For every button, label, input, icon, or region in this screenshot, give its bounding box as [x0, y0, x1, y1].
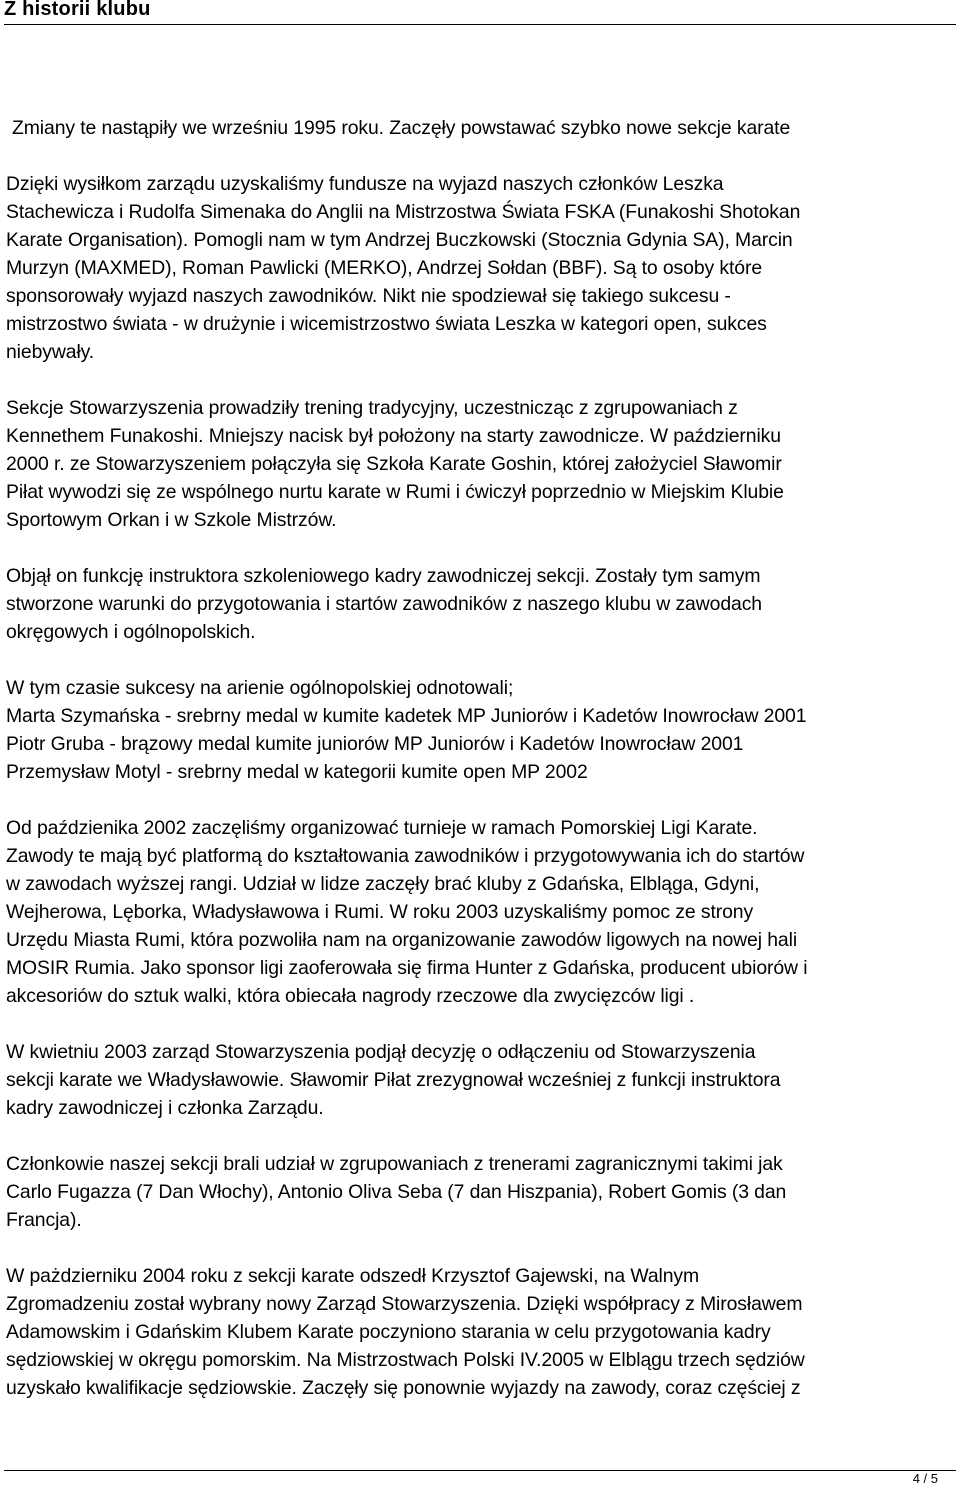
paragraph-3: Sekcje Stowarzyszenia prowadziły trening tradycyjny, uczestnicząc z zgrupowaniach z Kennethem Funakoshi. Mniejszy nacisk był położony na starty zawodnicze. W październiku 2000 r. ze Stowarzyszeniem połączyła się Szkoła Karate Goshin, której założyciel Sławomir Piłat wywodzi się ze wspólnego nurtu karate w Rumi i ćwiczył poprzednio w Miejskim Klubie Sportowym Orkan i w Szkole Mistrzów. — [6, 397, 784, 531]
document-title: Z historii klubu — [4, 0, 151, 20]
footer-divider — [4, 1470, 956, 1471]
paragraph-9: W pażdzierniku 2004 roku z sekcji karate odszedł Krzysztof Gajewski, na Walnym Zgromadzeniu został wybrany nowy Zarząd Stowarzyszenia. Dzięki współpracy z Mirosławem Adamowskim i Gdańskim Klubem Karate poczyniono starania w celu przygotowania kadry sędziowskiej w okręgu pomorskim. Na Mistrzostwach Polski IV.2005 w Elblągu trzech sędziów uzyskało kwalifikacje sędziowskie. Zaczęły się ponownie wyjazdy na zawody, coraz częściej z — [6, 1265, 805, 1399]
article-body — [6, 114, 956, 1430]
paragraph-6: Od paździenika 2002 zaczęliśmy organizować turnieje w ramach Pomorskiej Ligi Karate. Zawody te mają być platformą do kształtowania zawodników i przygotowywania ich do startów w zawodach wyższej rangi. Udział w lidze zaczęły brać kluby z Gdańska, Elbląga, Gdyni, Wejherowa, Lęborka, Władysławowa i Rumi. W roku 2003 uzyskaliśmy pomoc ze strony Urzędu Miasta Rumi, która pozwoliła nam na organizowanie zawodów ligowych na nowej hali MOSIR Rumia. Jako sponsor ligi zaoferowała się firma Hunter z Gdańska, producent ubiorów i akcesoriów do sztuk walki, która obiecała nagrody rzeczowe dla zwycięzców ligi . — [6, 817, 808, 1007]
paragraph-4: Objął on funkcję instruktora szkoleniowego kadry zawodniczej sekcji. Zostały tym samym stworzone warunki do przygotowania i startów zawodników z naszego klubu w zawodach okręgowych i ogólnopolskich. — [6, 565, 762, 643]
page-number: 4 / 5 — [912, 1471, 938, 1486]
paragraph-5: W tym czasie sukcesy na arienie ogólnopolskiej odnotowali; Marta Szymańska - srebrny medal w kumite kadetek MP Juniorów i Kadetów Inowrocław 2001 Piotr Gruba - brązowy medal kumite juniorów MP Juniorów i Kadetów Inowrocław 2001 Przemysław Motyl - srebrny medal w kategorii kumite open MP 2002 — [6, 677, 807, 783]
header-divider — [4, 24, 956, 25]
paragraph-8: Członkowie naszej sekcji brali udział w zgrupowaniach z trenerami zagranicznymi takimi jak Carlo Fugazza (7 Dan Włochy), Antonio Oliva Seba (7 dan Hiszpania), Robert Gomis (3 dan Francja). — [6, 1153, 787, 1231]
paragraph-2: Dzięki wysiłkom zarządu uzyskaliśmy fundusze na wyjazd naszych członków Leszka Stachewicza i Rudolfa Simenaka do Anglii na Mistrzostwa Świata FSKA (Funakoshi Shotokan Karate Organisation). Pomogli nam w tym Andrzej Buczkowski (Stocznia Gdynia SA), Marcin Murzyn (MAXMED), Roman Pawlicki (MERKO), Andrzej Sołdan (BBF). Są to osoby które sponsorowały wyjazd naszych zawodników. Nikt nie spodziewał się takiego sukcesu - mistrzostwo świata - w drużynie i wicemistrzostwo świata Leszka w kategori open, sukces niebywały. — [6, 173, 801, 363]
paragraph-7: W kwietniu 2003 zarząd Stowarzyszenia podjął decyzję o odłączeniu od Stowarzyszenia sekcji karate we Władysławowie. Sławomir Piłat zrezygnował wcześniej z funkcji instruktora kadry zawodniczej i członka Zarządu. — [6, 1041, 781, 1119]
paragraph-1: Zmiany te nastąpiły we wrześniu 1995 roku. Zaczęły powstawać szybko nowe sekcje karate — [12, 117, 791, 139]
